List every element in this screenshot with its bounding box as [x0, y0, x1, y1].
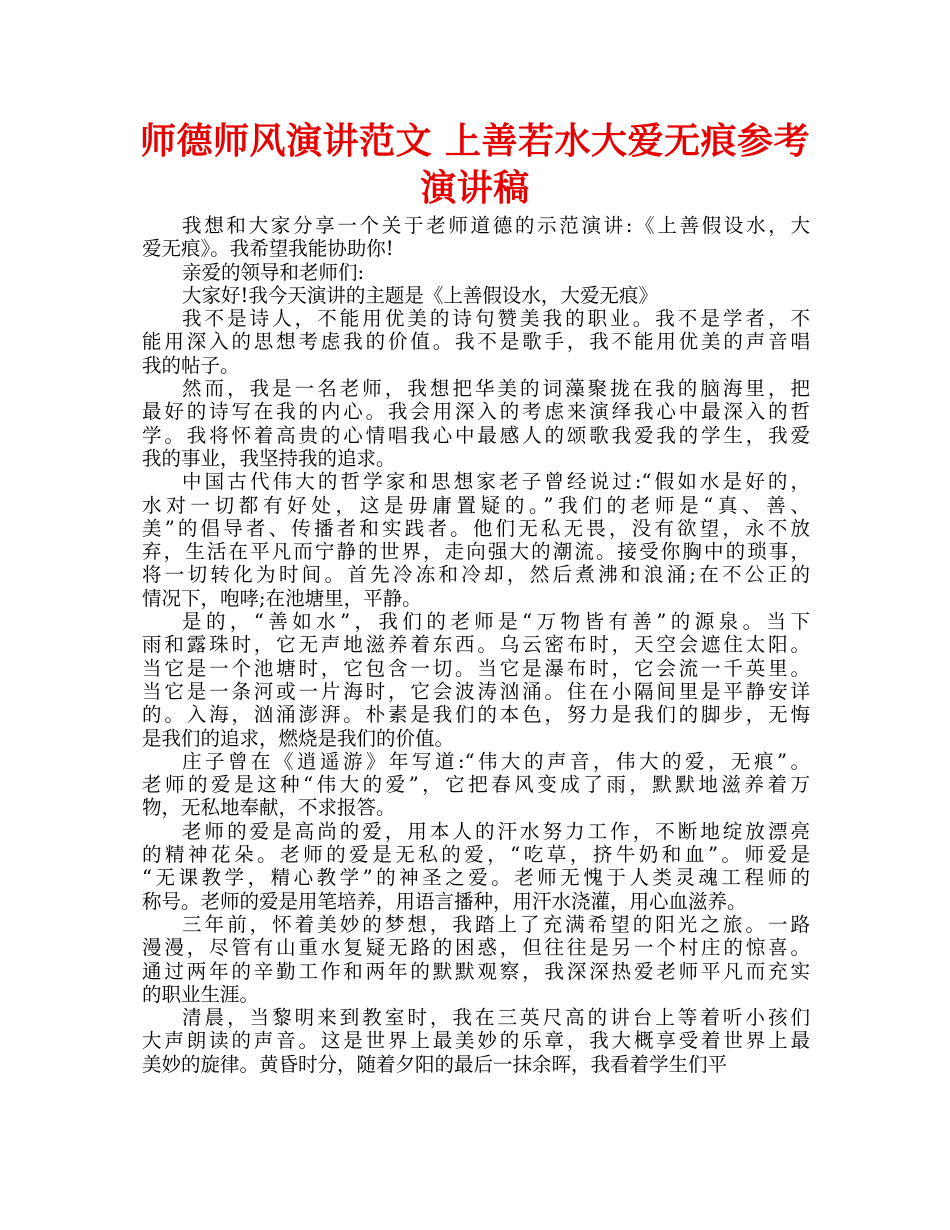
paragraph	[142, 1006, 810, 1076]
text-line: 美”的倡导者、传播者和实践者。他们无私无畏，没有欲望，永不放	[142, 516, 810, 540]
text-line: 老师的爱是这种“伟大的爱”，它把春风变成了雨，默默地滋养着万	[142, 773, 810, 797]
text-line: 称号。老师的爱是用笔培养，用语言播种，用汗水浇灌，用心血滋养。	[142, 889, 747, 913]
paragraph	[142, 261, 810, 284]
title-line-2: 演讲稿	[420, 168, 530, 209]
text-line: 学。我将怀着高贵的心情唱我心中最感人的颂歌我爱我的学生，我爱	[142, 423, 810, 447]
text-line: 中国古代伟大的哲学家和思想家老子曾经说过:“假如水是好的，	[182, 470, 810, 494]
title-line-1: 师德师风演讲范文 上善若水大爱无痕参考	[139, 121, 811, 162]
text-line: 的精神花朵。老师的爱是无私的爱，“吃草，挤牛奶和血”。师爱是	[142, 843, 810, 867]
text-line: 我的帖子。	[142, 353, 240, 377]
paragraph	[142, 913, 810, 1006]
text-line: 雨和露珠时，它无声地滋养着东西。乌云密布时，天空会遮住太阳。	[142, 633, 810, 657]
text-line: 情况下，咆哮;在池塘里，平静。	[142, 586, 422, 610]
text-line: 当它是一条河或一片海时，它会波涛汹涌。住在小隔间里是平静安详	[142, 679, 810, 703]
text-line: 最好的诗写在我的内心。我会用深入的考虑来演绎我心中最深入的哲	[142, 400, 810, 424]
text-line: 清晨，当黎明来到教室时，我在三英尺高的讲台上等着听小孩们	[182, 1006, 810, 1030]
text-line: “无课教学，精心教学”的神圣之爱。老师无愧于人类灵魂工程师的	[142, 866, 810, 890]
paragraph	[142, 214, 810, 261]
text-line: 三年前，怀着美妙的梦想，我踏上了充满希望的阳光之旅。一路	[182, 912, 810, 936]
document-body	[142, 214, 810, 1076]
text-line: 漫漫，尽管有山重水复疑无路的困惑，但往往是另一个村庄的惊喜。	[142, 936, 810, 960]
text-line: 我的事业，我坚持我的追求。	[142, 446, 396, 470]
text-line: 的职业生涯。	[142, 982, 260, 1006]
paragraph	[142, 307, 810, 377]
text-line: 庄子曾在《逍遥游》年写道:“伟大的声音，伟大的爱，无痕”。	[182, 749, 810, 773]
text-line: 是的，“善如水”，我们的老师是“万物皆有善”的源泉。当下	[182, 610, 810, 634]
text-line: 美妙的旋律。黄昏时分，随着夕阳的最后一抹余晖，我看着学生们平	[142, 1052, 728, 1076]
text-line: 然而，我是一名老师，我想把华美的词藻聚拢在我的脑海里，把	[182, 377, 810, 401]
text-line: 大家好!我今天演讲的主题是《上善假设水，大爱无痕》	[182, 283, 658, 307]
paragraph	[142, 610, 810, 750]
text-line: 我想和大家分享一个关于老师道德的示范演讲:《上善假设水，大	[182, 214, 810, 237]
paragraph	[142, 820, 810, 913]
text-line: 老师的爱是高尚的爱，用本人的汗水努力工作，不断地绽放漂亮	[182, 819, 810, 843]
paragraph	[142, 470, 810, 610]
paragraph	[142, 284, 810, 307]
paragraph	[142, 750, 810, 820]
text-line: 能用深入的思想考虑我的价值。我不是歌手，我不能用优美的声音唱	[142, 330, 810, 354]
text-line: 是我们的追求，燃烧是我们的价值。	[142, 726, 455, 750]
document-title	[120, 118, 830, 212]
text-line: 我不是诗人，不能用优美的诗句赞美我的职业。我不是学者，不	[182, 307, 810, 331]
text-line: 爱无痕》。我希望我能协助你!	[142, 237, 394, 261]
text-line: 亲爱的领导和老师们:	[182, 260, 365, 284]
text-line: 通过两年的辛勤工作和两年的默默观察，我深深热爱老师平凡而充实	[142, 959, 810, 983]
text-line: 水对一切都有好处，这是毋庸置疑的。”我们的老师是“真、善、	[142, 493, 810, 517]
text-line: 当它是一个池塘时，它包含一切。当它是瀑布时，它会流一千英里。	[142, 656, 810, 680]
paragraph	[142, 377, 810, 470]
text-line: 的。入海，汹涌澎湃。朴素是我们的本色，努力是我们的脚步，无悔	[142, 703, 810, 727]
text-line: 弃，生活在平凡而宁静的世界，走向强大的潮流。接受你胸中的琐事，	[142, 540, 810, 564]
text-line: 大声朗读的声音。这是世界上最美妙的乐章，我大概享受着世界上最	[142, 1029, 810, 1053]
text-line: 将一切转化为时间。首先冷冻和冷却，然后煮沸和浪涌;在不公正的	[142, 563, 810, 587]
text-line: 物，无私地奉献，不求报答。	[142, 796, 396, 820]
